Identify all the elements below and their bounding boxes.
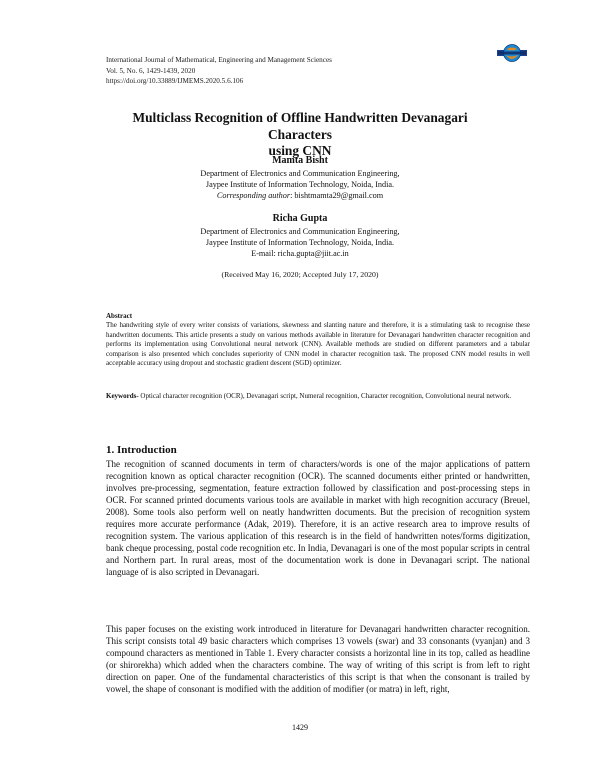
journal-logo-icon (497, 42, 527, 64)
author-block-2 (100, 212, 500, 260)
author-department: Department of Electronics and Communication Engineering, (200, 169, 400, 178)
author-block-1 (100, 154, 500, 202)
author-institute: Jaypee Institute of Information Technology, Noida, India. (205, 180, 395, 190)
author-institute: Jaypee Institute of Information Technology, Noida, India. (205, 238, 395, 248)
abstract-text: The handwriting style of every writer consists of variations, skewness and slanting nature and therefore, it is a stimulating task to recognise these handwritten documents. This article presents a study on various methods available in literature for Devanagari handwritten character recognition and performs its implementation using Convolutional neural network (CNN). Available methods are studied on different parameters and a tabular comparison is also presented which concludes superiority of CNN model in character recognition task. The proposed CNN model results in well acceptable accuracy using dropout and stochastic gradient descent (SGD) optimizer. (106, 321, 530, 368)
keywords (106, 392, 530, 401)
keywords-label: Keywords- (106, 392, 139, 400)
journal-volume: Vol. 5, No. 6, 1429-1439, 2020 (106, 66, 196, 75)
doi-link[interactable]: https://doi.org/10.33889/IJMEMS.2020.5.6.106 (106, 77, 244, 85)
section-heading: 1. Introduction (106, 444, 177, 456)
body-paragraph: This paper focuses on the existing work introduced in literature for Devanagari handwritten character recognition. This script consists total 49 basic characters which comprises 13 vowels (swar) and 33 consonants (vyanjan) and 3 compound characters as mentioned in Table 1. Every character consists a horizontal line in its top, called as headline (or shirorekha) which added when the characters combine. The way of writing of this script is from left to right direction on paper. One of the fundamental characteristics of this script is that when the consonant is trailed by vowel, the shape of consonant is modified with the addition of modifier (or matra) in left, right, (106, 624, 530, 695)
author-contact (100, 190, 500, 201)
received-dates: (Received May 16, 2020; Accepted July 17, 2020) (221, 270, 379, 279)
body-paragraph: The recognition of scanned documents in term of characters/words is one of the major applications of pattern recognition known as optical character recognition (OCR). The scanned documents either printed or handwritten, involves pre-processing, segmentation, feature extraction followed by classification and post-processing steps in OCR. For scanned printed documents various tools are available in market with high recognition accuracy (Breuel, 2008). Some tools also perform well on neatly handwritten documents. But the precision of recognition system requires more accurate performance (Adak, 2019). Therefore, it is an active research area to improve results of recognition system. The various application of this research is in the field of handwritten notes/forms digitization, bank cheque processing, postal code recognition etc. In India, Devanagari is one of the most popular scripts in central and Northern part. In rural areas, most of the documentation work is done in Devanagari script. The national language of is also scripted in Devanagari. (106, 459, 530, 578)
author-email[interactable]: E-mail: richa.gupta@jiit.ac.in (251, 249, 349, 259)
author-email[interactable]: : bishtmamta29@gmail.com (290, 191, 384, 201)
paper-title (100, 110, 500, 160)
author-department: Department of Electronics and Communication Engineering, (200, 227, 400, 236)
title-line-2: using CNN (268, 143, 332, 158)
journal-name: International Journal of Mathematical, Engineering and Management Sciences (106, 56, 332, 64)
journal-header (106, 55, 486, 87)
author-name: Richa Gupta (272, 213, 328, 224)
abstract-heading: Abstract (106, 312, 133, 320)
abstract (106, 312, 530, 368)
corresponding-label: Corresponding author (216, 191, 291, 201)
author-name: Mamta Bisht (272, 155, 328, 166)
title-line-1: Multiclass Recognition of Offline Handwritten Devanagari Characters (132, 110, 468, 142)
keywords-text: Optical character recognition (OCR), Devanagari script, Numeral recognition, Character recognition, Convolutional neural network. (138, 392, 512, 400)
page-number: 1429 (292, 723, 308, 732)
